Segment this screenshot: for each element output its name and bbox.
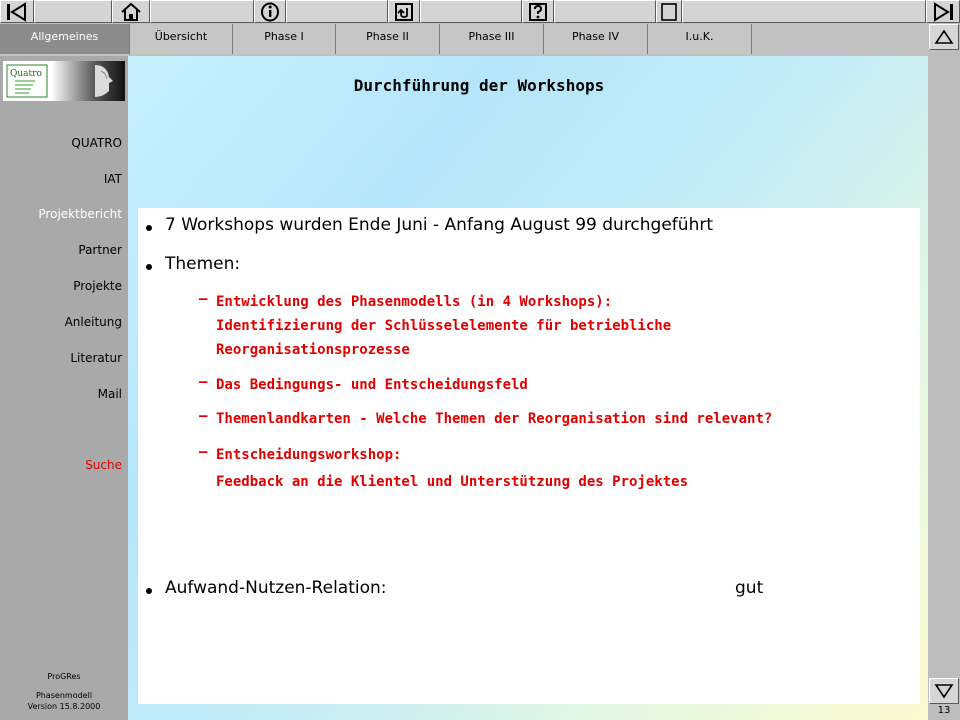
footer-version: Version 15.8.2000 (27, 702, 101, 711)
slide-area (128, 56, 928, 720)
toolbar-spacer-5[interactable] (682, 0, 926, 23)
bullet-themen: Themen: (165, 254, 241, 274)
previous-page-button[interactable] (34, 0, 112, 23)
blank-button[interactable] (656, 0, 682, 23)
sub-entscheidungsworkshop-line2: Feedback an die Klientel und Unterstützung des Projektes (216, 474, 689, 490)
sidebar-item-suche[interactable]: Suche (85, 458, 122, 472)
sidebar-item-partner[interactable]: Partner (78, 243, 122, 257)
toolbar-spacer-4[interactable] (554, 0, 656, 23)
sidebar-item-projekte[interactable]: Projekte (73, 279, 122, 293)
tab-phase-4[interactable]: Phase IV (544, 24, 648, 54)
dash-marker: – (199, 291, 208, 307)
blank-page-icon (660, 2, 678, 22)
page-number: 13 (937, 705, 951, 716)
tab-phase-1[interactable]: Phase I (233, 24, 336, 54)
toolbar (0, 0, 960, 24)
undo-icon (393, 2, 415, 22)
last-page-button[interactable] (926, 0, 960, 23)
dash-marker: – (199, 374, 208, 390)
sub-entwicklung-line2: Identifizierung der Schlüsselelemente für betriebliche (216, 318, 672, 334)
toolbar-spacer-2[interactable] (286, 0, 388, 23)
info-button[interactable] (254, 0, 286, 23)
tab-allgemeines[interactable]: Allgemeines (0, 24, 130, 54)
home-button[interactable] (112, 0, 150, 23)
quatro-logo (3, 61, 125, 101)
tab-bar (0, 24, 928, 56)
content-box (138, 208, 920, 704)
sidebar-item-anleitung[interactable]: Anleitung (64, 315, 122, 329)
footer-progres: ProGRes (47, 672, 81, 681)
sub-entwicklung-line1: Entwicklung des Phasenmodells (in 4 Workshops): (216, 294, 613, 310)
dash-marker: – (199, 444, 208, 460)
scroll-down-button[interactable] (929, 678, 959, 704)
tab-phase-2[interactable]: Phase II (336, 24, 440, 54)
bullet-workshops: 7 Workshops wurden Ende Juni - Anfang August 99 durchgeführt (165, 215, 713, 235)
scroll-up-button[interactable] (929, 24, 959, 50)
bullet-icon (146, 264, 152, 270)
dash-marker: – (199, 408, 208, 424)
help-icon (527, 2, 549, 22)
sidebar-item-iat[interactable]: IAT (103, 172, 122, 186)
scroll-column (928, 24, 960, 720)
help-button[interactable] (522, 0, 554, 23)
first-page-button[interactable] (0, 0, 34, 23)
bullet-icon (146, 225, 152, 231)
sub-themenlandkarten: Themenlandkarten - Welche Themen der Reorganisation sind relevant? (216, 411, 773, 427)
tab-phase-3[interactable]: Phase III (440, 24, 544, 54)
tab-iuk[interactable]: I.u.K. (648, 24, 752, 54)
quatro-logo-graphic (3, 61, 125, 101)
sidebar-item-literatur[interactable]: Literatur (70, 351, 122, 365)
sub-entwicklung-line3: Reorganisationsprozesse (216, 342, 410, 358)
sidebar (0, 56, 128, 720)
bullet-aufwand-value: gut (735, 578, 764, 598)
arrow-down-icon (934, 683, 954, 699)
toolbar-spacer-1[interactable] (150, 0, 254, 23)
undo-button[interactable] (388, 0, 420, 23)
sidebar-item-quatro[interactable]: QUATRO (71, 136, 122, 150)
tab-uebersicht[interactable]: Übersicht (130, 24, 233, 54)
footer-phasenmodell: Phasenmodell (35, 691, 93, 700)
sidebar-item-mail[interactable]: Mail (97, 387, 122, 401)
first-page-icon (4, 2, 30, 22)
sidebar-item-projektbericht[interactable]: Projektbericht (38, 207, 122, 221)
logo-text: Quatro (10, 69, 42, 79)
page-title: Durchführung der Workshops (353, 76, 605, 95)
bullet-aufwand-label: Aufwand-Nutzen-Relation: (165, 578, 387, 598)
last-page-icon (930, 2, 956, 22)
info-icon (259, 2, 281, 22)
home-icon (119, 2, 143, 22)
arrow-up-icon (934, 29, 954, 45)
sub-bedingungsfeld: Das Bedingungs- und Entscheidungsfeld (216, 377, 528, 393)
toolbar-spacer-3[interactable] (420, 0, 522, 23)
bullet-icon (146, 588, 152, 594)
sub-entscheidungsworkshop-line1: Entscheidungsworkshop: (216, 447, 402, 463)
